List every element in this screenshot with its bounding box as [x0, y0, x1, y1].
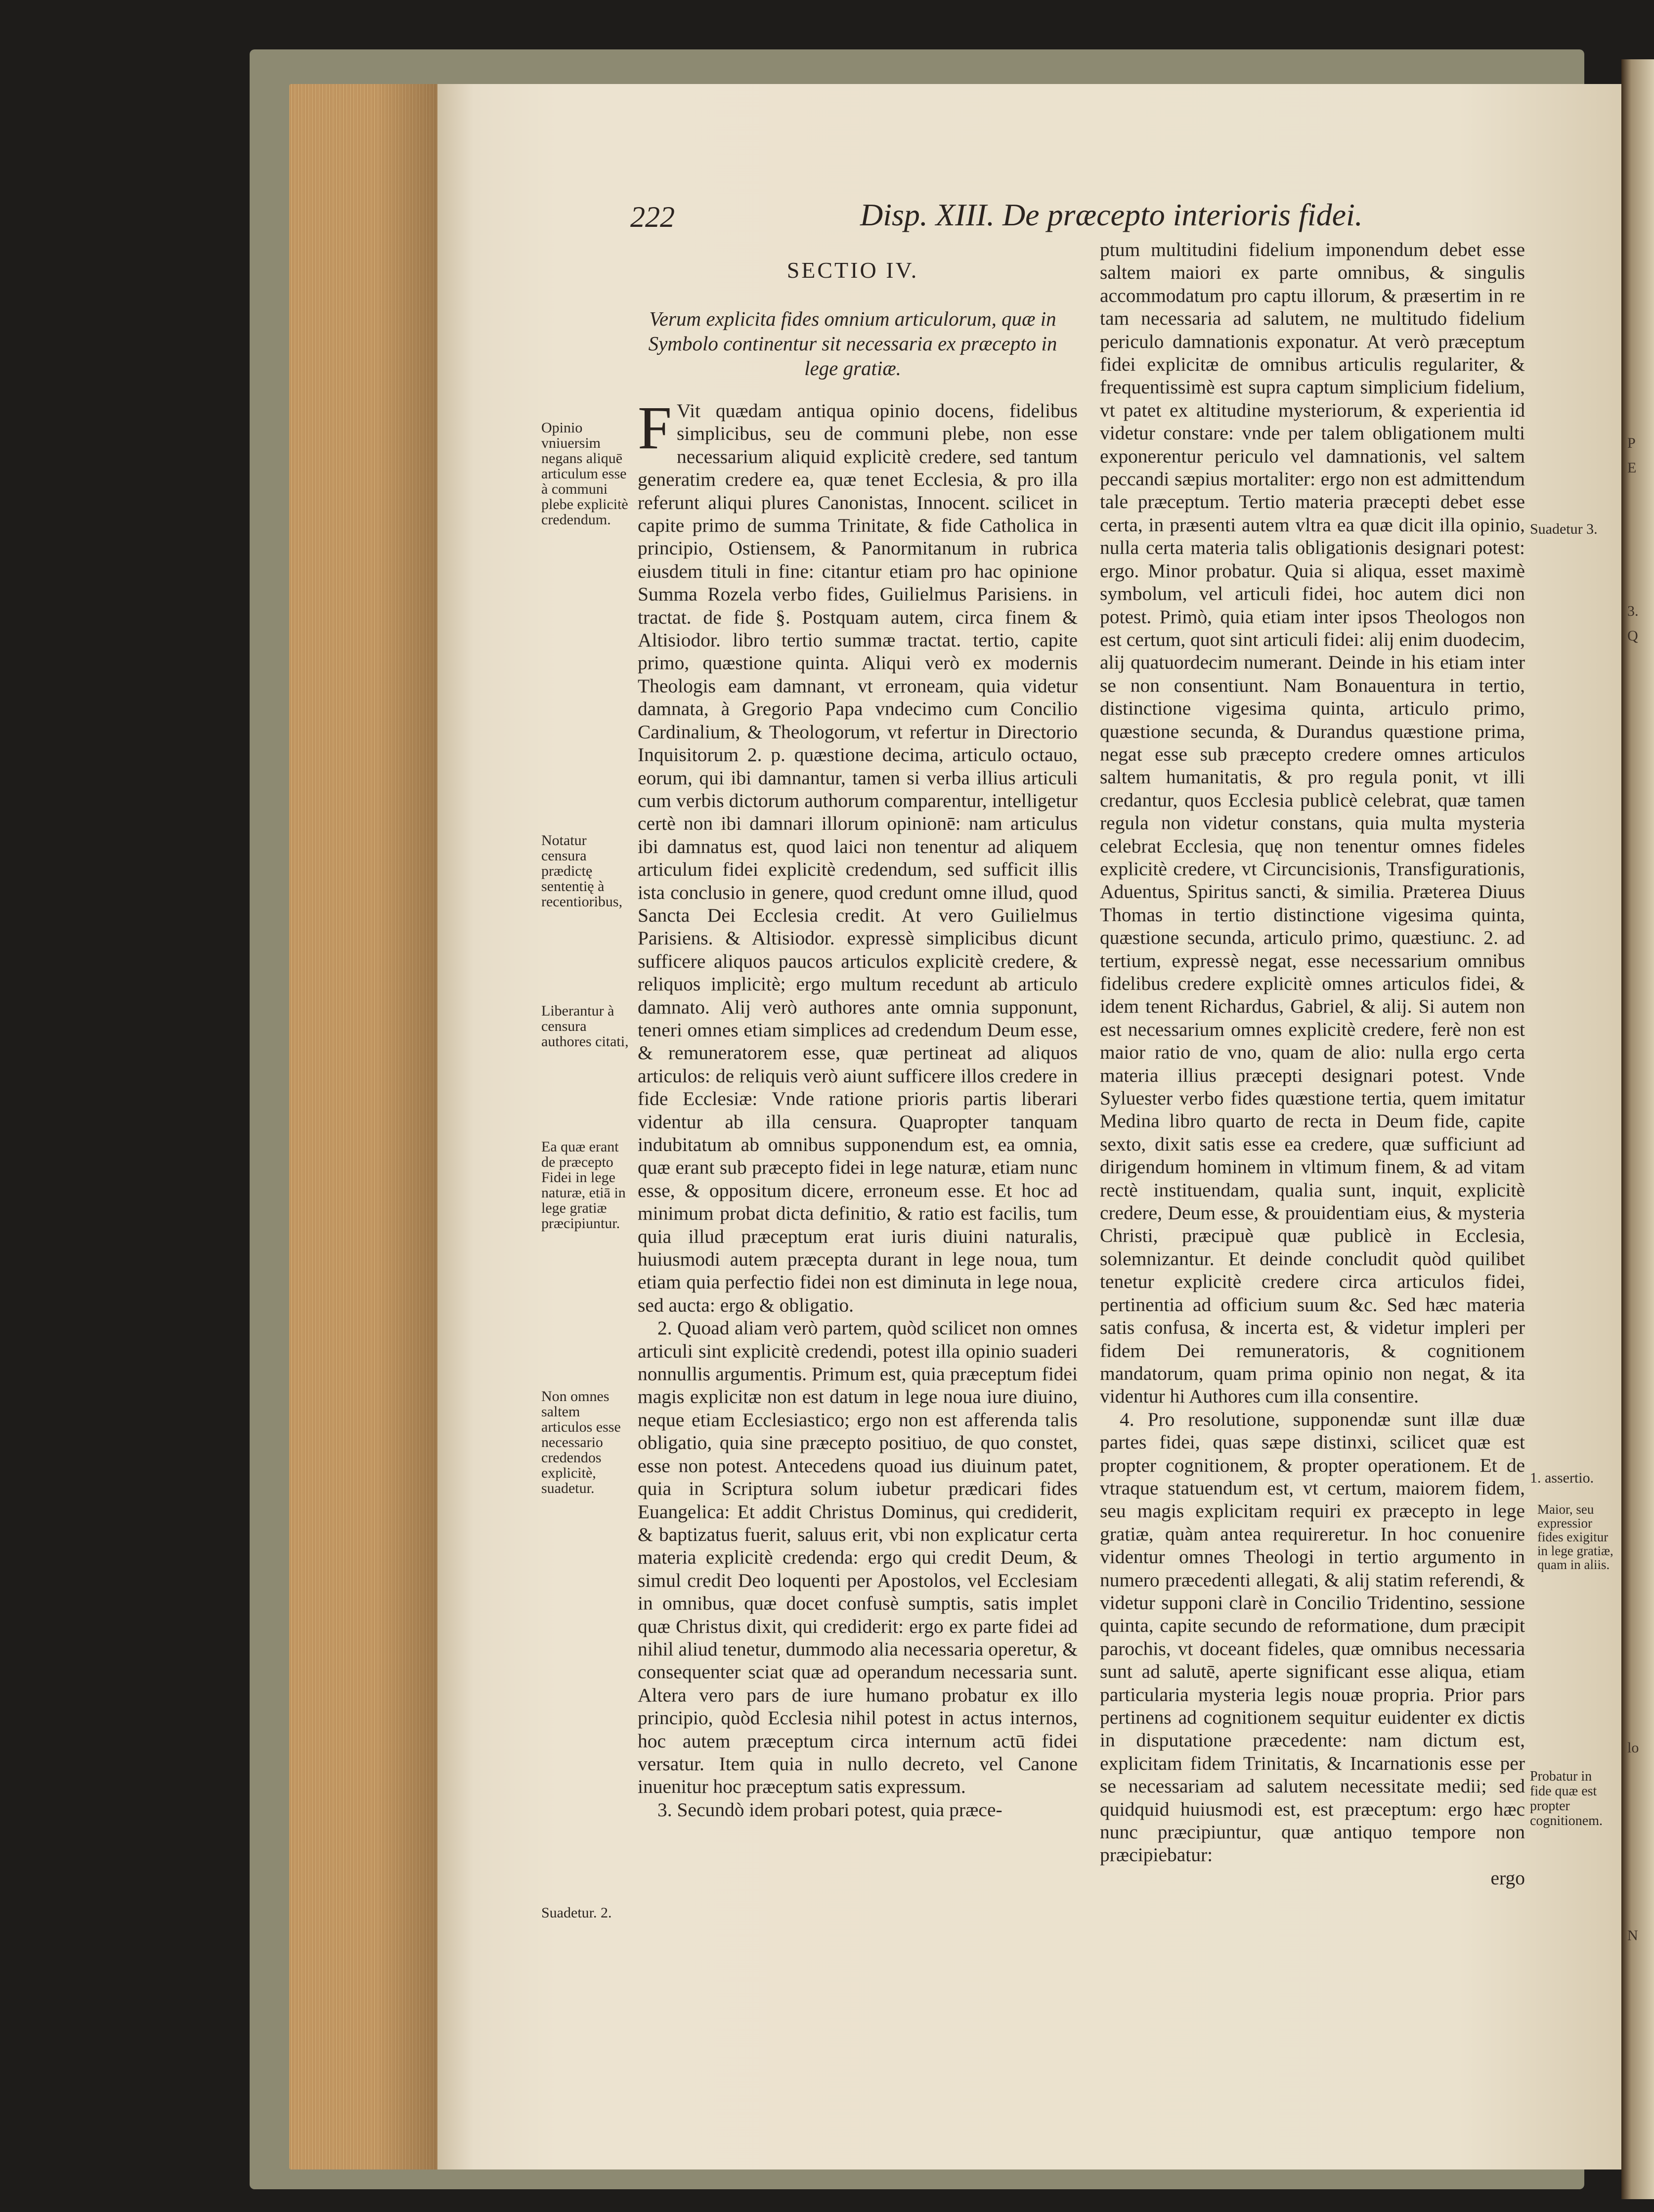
margin-note: Ea quæ erant de præcepto Fidei in lege naturæ, etiā in lege gratiæ præcipiuntur. [541, 1139, 626, 1232]
paragraph-text: Vit quædam antiqua opinio docens, fidelibus simplicibus, seu de communi plebe, non esse necessarium aliquid explicitè credere, sed tantum generatim credere ea, quæ tenet Ecclesia, & pro illa referunt aliqui plures Canonistas, Innocent. scilicet in capite primo de summa Trinitate, & fide Catholica in principio, Ostiensem, & Panormitanum in rubrica eiusdem tituli in fine: citantur etiam pro hac opinione Summa Rozela verbo fides, Guilielmus Parisiens. in tractat. de fide §. Postquam autem, circa finem & Altisiodor. libro tertio summæ tractat. tertio, capite primo, quæstione quinta. Aliqui verò ex modernis Theologis eam damnant, vt erroneam, quia videtur damnata, à Gregorio Papa vndecimo cum Concilio Cardinalium, & Theologorum, vt refertur in Directorio Inquisitorum 2. p. quæstione decima, articulo octauo, eorum, qui ibi damnantur, tamen si verba illius articuli cum verbis dictorum authorum comparentur, intelligetur certè non ibi damnari illorum opinionē: nam articulus ibi damnatus est, quod laici non tenentur ad aliquem articulum fidei explicitè credendum, sed sufficit illis ista conclusio in genere, quod credunt omne illud, quod Sancta Dei Ecclesia credit. At vero Guilielmus Parisiens. & Altisiodor. expressè simplicibus dicunt sufficere aliquos paucos articulos explicitè credere, & reliquos implicitè; ergo multum recedunt ab articulo damnato. Alij verò authores ante omnia supponunt, teneri omnes etiam simplices ad credendum Deum esse, & remuneratorem esse, quæ pertineat ad aliquos articulos: de reliquis verò aiunt sufficere illos credere in fide Ecclesiæ: Vnde ratione prioris partis liberari videntur ab illa censura. Quapropter tanquam indubitatum ab omnibus supponendum est, ea omnia, quæ erant sub præcepto fidei in lege naturæ, etiam nunc esse, & oppositum dicere, erroneum esse. Et hoc ad minimum probat dicta definitio, & ratio est facilis, tum quia illud præceptum erat iuris diuini naturalis, huiusmodi autem præcepta durant in lege noua, tum etiam quia perfectio fidei non est diminuta in lege noua, sed aucta: ergo & obligatio. [638, 400, 1078, 1316]
margin-note: Suadetur. 2. [541, 1905, 612, 1921]
paragraph: 4. Pro resolutione, supponendæ sunt illæ duæ partes fidei, quas sæpe distinxi, scilicet quæ est propter cognitionem, & propter operationem. Et de vtraque statuendum est, vt certum, maiorem fidem, seu magis explicitam requiri ex præcepto in lege gratiæ, quàm antea requireretur. In hoc conuenire videntur omnes Theologi in tertio argumento in numero præcedenti allegati, & alij statim referendi, & videtur supponi clarè in Concilio Tridentino, sessione quinta, capite secundo de reformatione, dum præcipit parochis, vt doceant fideles, quæ omnibus necessaria sunt ad salutē, aperte significant esse aliqua, etiam particularia mysteria legis nouæ propria. Prior pars pertinens ad cognitionem sequitur euidenter ex dictis in disputatione præcedente: nam dictum est, explicitam fidem Trinitatis, & Incarnationis esse per se necessariam ad salutem necessitate medii; sed quidquid huiusmodi est, est præceptum: ergo hæc nunc præcipiuntur, quæ antiquo tempore non præcipiebatur: [1100, 1408, 1525, 1866]
facing-page-fragment: 3. [1627, 603, 1639, 619]
margin-note: Maior, seu expressior fides exigitur in lege gratiæ, quam in aliis. [1537, 1502, 1613, 1572]
right-text-column [1100, 238, 1525, 1889]
facing-page-fragment: P [1627, 435, 1636, 451]
paragraph: 3. Secundò idem probari potest, quia præce- [657, 1798, 1002, 1821]
facing-page-fragment: Q [1627, 628, 1638, 644]
paragraph: ptum multitudini fidelium imponendum debet esse saltem maiori ex parte omnibus, & singulis accommodatum pro captu illorum, & præsertim in re tam necessaria ad salutem, ne multitudo fidelium periculo damnationis exponatur. At verò præceptum fidei explicitæ de omnibus articulis regulariter, & frequentissimè est supra captum simplicium fidelium, vt patet ex altitudine mysteriorum, & experientia id videtur constare: vnde per talem obligationem multi exponerentur periculo vel damnationis, vel saltem peccandi sæpius mortaliter: ergo non est admittendum tale præceptum. Tertio materia præcepti debet esse certa, in præsenti autem vltra ea quæ dicit illa opinio, nulla certa materia talis obligationis designari potest: ergo. Minor probatur. Quia si aliqua, esset maximè symbolum, vel articuli fidei, hoc autem dici non potest. Primò, quia etiam inter ipsos Theologos non est certum, quot sint articuli fidei: alij enim duodecim, alij quatuordecim numerant. Deinde in his etiam inter se non consentiunt. Nam Bonauentura in tertio, distinctione vigesima quinta, articulo primo, quæstione secunda, & Durandus quæstione prima, negat esse sub præcepto credere omnes articulos saltem humanitatis, & pro regula ponit, vt illi credantur, quos Ecclesia publicè celebrat, quæ tamen regula non videtur constans, quia multa mysteria celebrat Ecclesia, quę non tenentur omnes fideles explicitè credere, vt Circuncisionis, Transfigurationis, Aduentus, Spiritus sancti, & similia. Præterea Diuus Thomas in tertio distinctione vigesima quinta, quæstione secunda, articulo primo, quæstiunc. 2. ad tertium, expressè negat, esse necessarium omnibus fidelibus credere explicitè omnes articulos fidei, & idem tenent Richardus, Gabriel, & alij. Si autem non est necessarium omnes explicitè credere, ferè non est maior ratio de vno, quam de alio: nulla ergo certa materia illius præcepti designari potest. Vnde Syluester verbo fides quæstione tertia, quem imitatur Medina libro quarto de recta in Deum fide, capite sexto, dixit satis esse ea credere, quæ sufficiunt ad dirigendum hominem in vltimum finem, & ad vitam rectè instituendam, qualia sunt, inquit, explicitè credere, Deum esse, & prouidentiam eius, & mysteria Christi, præcipuè quæ publicè in Ecclesia, solemnizantur. Et deinde concludit quòd quilibet tenetur explicitè credere circa articulos fidei, pertinentia ad officium suum &c. Sed hæc materia satis confusa, & incerta est, & videtur impleri per fidem Dei remuneratoris, & cognitionem mandatorum, quam prima opinio non negat, & ita videntur hi Authores cum illa consentire. [1100, 239, 1525, 1407]
paragraph: 2. Quoad aliam verò partem, quòd scilicet non omnes articuli sint explicitè credendi, potest illa opinio suaderi nonnullis argumentis. Primum est, quia præceptum fidei magis explicitæ non est datum in lege noua iure diuino, neque etiam Ecclesiastico; ergo non est afferenda talis obligatio, quia sine præcepto positiuo, de quo constet, esse non potest. Antecedens quoad ius diuinum patet, quia in Scriptura solum iubetur prædicari fides Euangelica: Et addit Christus Dominus, qui crediderit, & baptizatus fuerit, saluus erit, vbi non explicatur certa materia explicitè credenda: ergo qui credit Deum, & simul credit Deo loquenti per Apostolos, vel Ecclesiam in omnibus, quæ docet confusè sumptis, satis implet quæ Christus dixit, qui crediderit: ergo ex parte fidei ad nihil aliud tenetur, dummodo alia necessaria operetur, & consequenter sciat quæ ad operandum necessaria sunt. Altera vero pars de iure humano probatur ex illo principio, quòd Ecclesia nihil potest in actus internos, hoc autem præceptum circa internum actū fidei versatur. Item quia in nullo decreto, vel Canone inuenitur hoc præceptum satis expressum. [638, 1317, 1078, 1798]
margin-note: Probatur in fide quæ est propter cognitionem. [1530, 1769, 1603, 1829]
margin-note: Liberantur à censura authores citati, [541, 1003, 629, 1050]
facing-page-fragment: N [1627, 1927, 1638, 1944]
page-number: 222 [630, 201, 675, 233]
running-title: Disp. XIII. De præcepto interioris fidei. [860, 197, 1363, 232]
section-heading: SECTIO IV. [786, 257, 919, 283]
margin-note: 1. assertio. [1530, 1470, 1594, 1486]
paragraph [638, 394, 1078, 1317]
facing-page-fragment: E [1627, 460, 1637, 476]
drop-initial: F [638, 394, 672, 462]
margin-note: Notatur censura prædictę sententię à recentioribus, [541, 832, 623, 910]
catchword: ergo [1490, 1867, 1525, 1889]
margin-note: Opinio vniuersim negans aliquē articulum esse à communi plebe explicitè credendum. [541, 420, 628, 528]
facing-page-fragment: lo [1627, 1740, 1639, 1756]
left-text-column [638, 394, 1078, 1821]
margin-note: Suadetur 3. [1530, 521, 1598, 537]
margin-note: Non omnes saltem articulos esse necessario credendos explicitè, suadetur. [541, 1388, 621, 1496]
section-subtitle: Verum explicita fides omnium articulorum, quæ in Symbolo continentur sit necessaria ex præcepto in lege gratiæ. [648, 307, 1057, 380]
facing-page-edge [1621, 59, 1654, 2199]
